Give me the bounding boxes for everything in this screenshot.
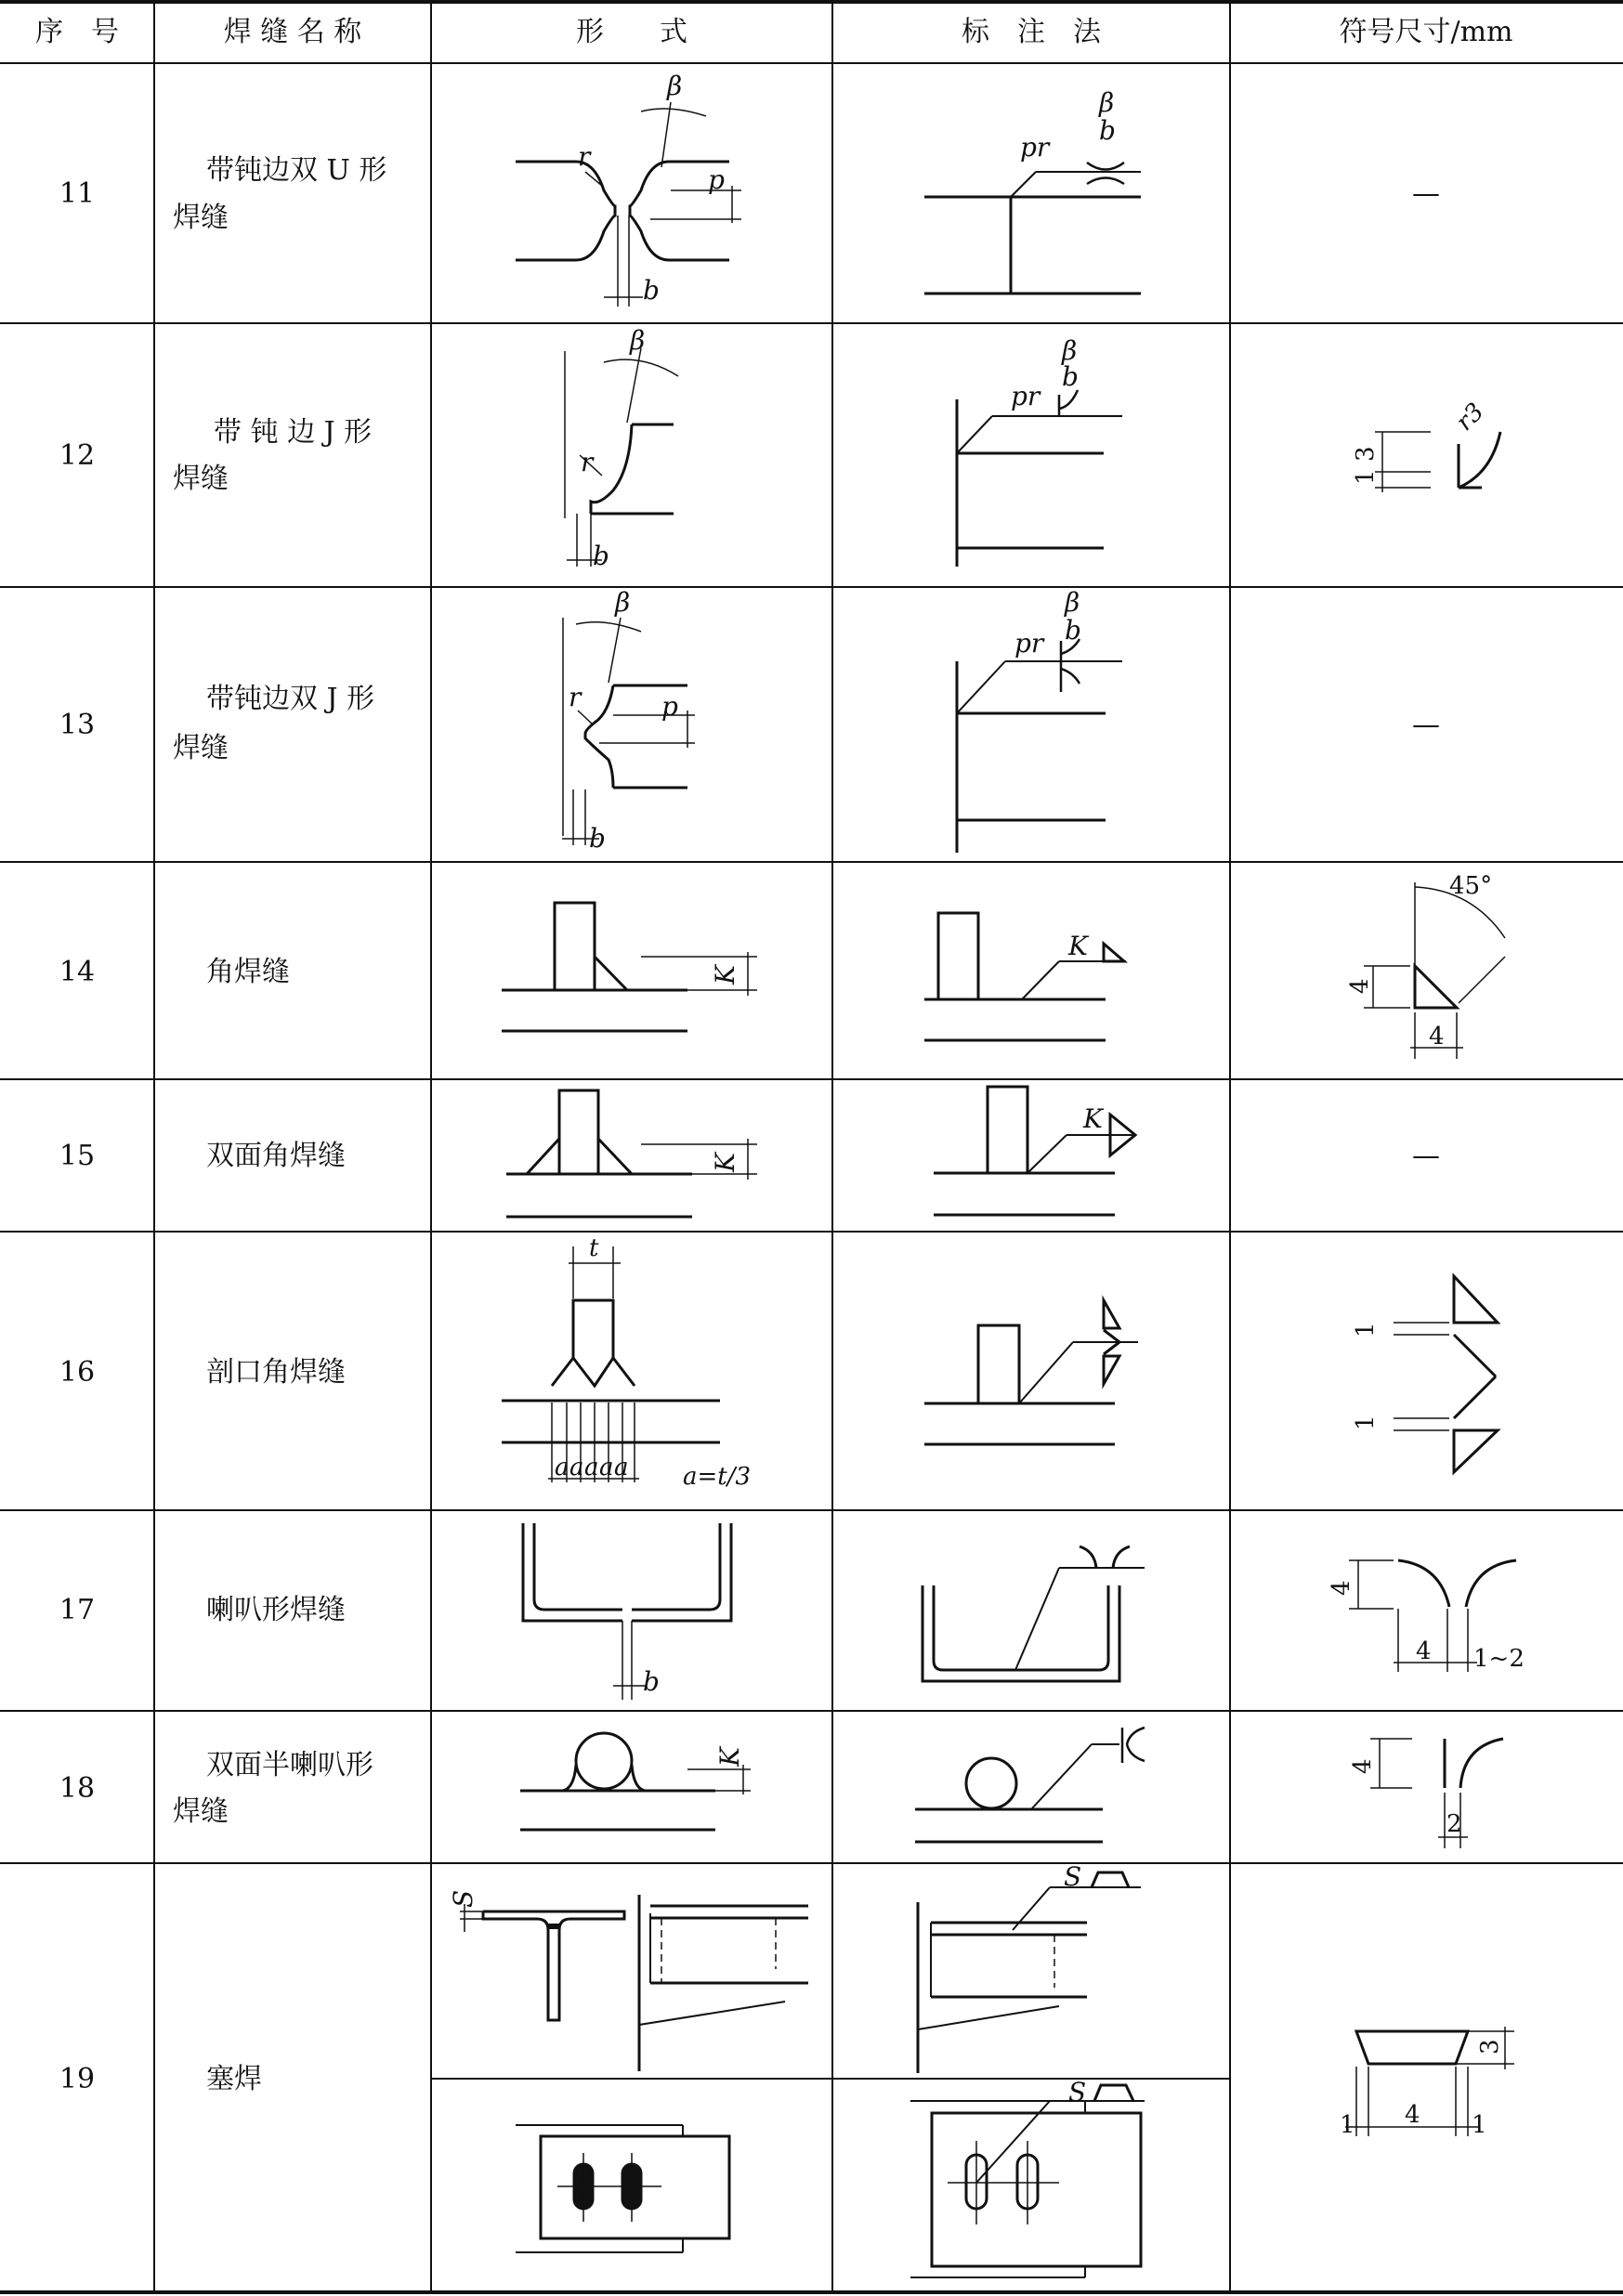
row-15-notation-K: K (1083, 1103, 1103, 1134)
row-11-p-label: p (708, 164, 725, 195)
row-12-name-line2: 焊缝 (173, 463, 229, 495)
row-12-no: 12 (59, 439, 96, 472)
row-14-size-45deg: 45° (1449, 872, 1493, 900)
row-13-name-line1: 带钝边双 J 形 (206, 683, 375, 715)
row-14-size-4h: 4 (1429, 1023, 1445, 1050)
row-11-notation-b: b (1099, 115, 1116, 146)
row-19-notation-drawing-bottom (910, 2085, 1145, 2277)
row-17-size-4h: 4 (1416, 1637, 1432, 1665)
row-16-t-label: t (589, 1234, 599, 1262)
row-13-beta-label: β (615, 587, 631, 618)
row-19-notation-S-bottom: S (1068, 2077, 1087, 2107)
row-14-K-label: K (710, 965, 740, 985)
row-16-a1: a (555, 1454, 569, 1481)
header-no: 序 号 (35, 16, 119, 48)
row-17-no: 17 (59, 1594, 96, 1626)
row-12-notation-beta: β (1062, 335, 1078, 366)
row-13-r-label: r (569, 682, 582, 712)
row-14-size-4v: 4 (1346, 978, 1374, 994)
row-16-formula: a=t/3 (683, 1463, 752, 1491)
row-11-no: 11 (59, 177, 96, 210)
header-size: 符号尺寸/mm (1339, 16, 1513, 48)
row-16-form-drawing (502, 1246, 720, 1482)
row-12-beta-label: β (630, 325, 646, 356)
row-19-name: 塞焊 (206, 2063, 262, 2095)
row-13-b-label: b (589, 823, 606, 854)
row-17-size-range: 1~2 (1473, 1645, 1525, 1673)
row-11-size: — (1412, 177, 1440, 210)
row-14-no: 14 (59, 956, 96, 988)
row-15-no: 15 (59, 1140, 96, 1172)
row-11-pr-label: pr (1020, 132, 1050, 163)
row-17-size-4v: 4 (1328, 1580, 1355, 1596)
row-19-size-3: 3 (1476, 2039, 1504, 2055)
header-form: 形 式 (576, 16, 687, 48)
row-11-notation-beta: β (1099, 87, 1115, 118)
row-17-notation-drawing (923, 1546, 1145, 1681)
row-12-b-label: b (593, 541, 609, 571)
row-19-size-4: 4 (1405, 2101, 1420, 2129)
row-13-notation-drawing (957, 639, 1122, 853)
row-18-size-4: 4 (1349, 1758, 1377, 1774)
row-18-name-line1: 双面半喇叭形 (206, 1749, 373, 1781)
row-13-form-drawing (562, 618, 695, 845)
row-13-notation-beta: β (1065, 587, 1080, 618)
row-15-notation-drawing (934, 1087, 1135, 1215)
row-13-pr-label: pr (1014, 628, 1044, 659)
row-16-size-drawing (1394, 1276, 1498, 1472)
row-13-size: — (1412, 709, 1440, 741)
table-header (35, 16, 1513, 48)
row-15-size: — (1412, 1140, 1440, 1172)
row-16-a3: a (584, 1454, 599, 1481)
row-16-notation-drawing (924, 1300, 1138, 1444)
row-18-size-drawing (1370, 1739, 1503, 1848)
header-name: 焊 缝 名 称 (223, 16, 362, 48)
row-11-notation-drawing (924, 163, 1141, 294)
row-11-b-label: b (643, 275, 660, 306)
row-17-name: 喇叭形焊缝 (206, 1594, 346, 1626)
row-18-K-label: K (714, 1747, 745, 1767)
row-16-no: 16 (59, 1356, 96, 1389)
row-18-no: 18 (59, 1772, 96, 1805)
row-19-size-1a: 1 (1340, 2111, 1355, 2139)
row-16-size-1a: 1 (1352, 1322, 1380, 1337)
row-12-size-3: 3 (1352, 446, 1380, 462)
row-18-name-line2: 焊缝 (173, 1795, 229, 1828)
row-19-size-1b: 1 (1472, 2111, 1487, 2139)
row-14-name: 角焊缝 (206, 956, 290, 988)
row-18-notation-drawing (915, 1728, 1145, 1842)
row-12-size-1: 1 (1352, 469, 1380, 485)
row-12-r-label: r (581, 447, 594, 477)
row-11-r-label: r (578, 141, 591, 172)
row-13-p-label: p (661, 691, 678, 722)
row-16-a2: a (569, 1454, 584, 1481)
row-14-notation-drawing (924, 913, 1126, 1040)
row-12-notation-b: b (1062, 361, 1079, 392)
row-19-S-label: S (448, 1889, 478, 1908)
row-14-notation-K: K (1068, 931, 1088, 961)
row-13-name-line2: 焊缝 (173, 732, 229, 764)
row-11-name-line2: 焊缝 (173, 202, 229, 234)
row-11-name-line1: 带钝边双 U 形 (206, 154, 387, 187)
row-16-a5: a (614, 1454, 629, 1481)
row-18-size-2: 2 (1446, 1810, 1462, 1838)
row-12-size-r3: r3 (1450, 398, 1490, 437)
header-notation: 标 注 法 (962, 16, 1101, 48)
row-13-no: 13 (59, 709, 96, 741)
row-17-form-drawing (523, 1523, 731, 1700)
row-13-notation-b: b (1065, 615, 1081, 646)
row-12-notation-drawing (957, 390, 1122, 567)
row-12-name-line1: 带 钝 边 J 形 (214, 416, 373, 449)
row-16-size-1b: 1 (1352, 1415, 1380, 1430)
row-16-name: 剖口角焊缝 (206, 1356, 346, 1389)
row-11-beta-label: β (667, 71, 683, 101)
row-19-no: 19 (59, 2063, 96, 2095)
row-19-notation-drawing-top (918, 1872, 1141, 2073)
row-16-a4: a (599, 1454, 614, 1481)
row-11-form-drawing (516, 102, 741, 307)
row-19-form-drawing-top (460, 1895, 808, 2071)
row-12-size-drawing (1375, 432, 1500, 492)
row-19-notation-S: S (1064, 1861, 1082, 1892)
row-labels (59, 154, 386, 2095)
row-15-name: 双面角焊缝 (206, 1140, 346, 1172)
row-15-K-label: K (710, 1153, 740, 1172)
row-12-pr-label: pr (1011, 381, 1041, 411)
row-17-b-label: b (643, 1666, 660, 1697)
row-19-form-drawing-bottom (516, 2125, 729, 2252)
